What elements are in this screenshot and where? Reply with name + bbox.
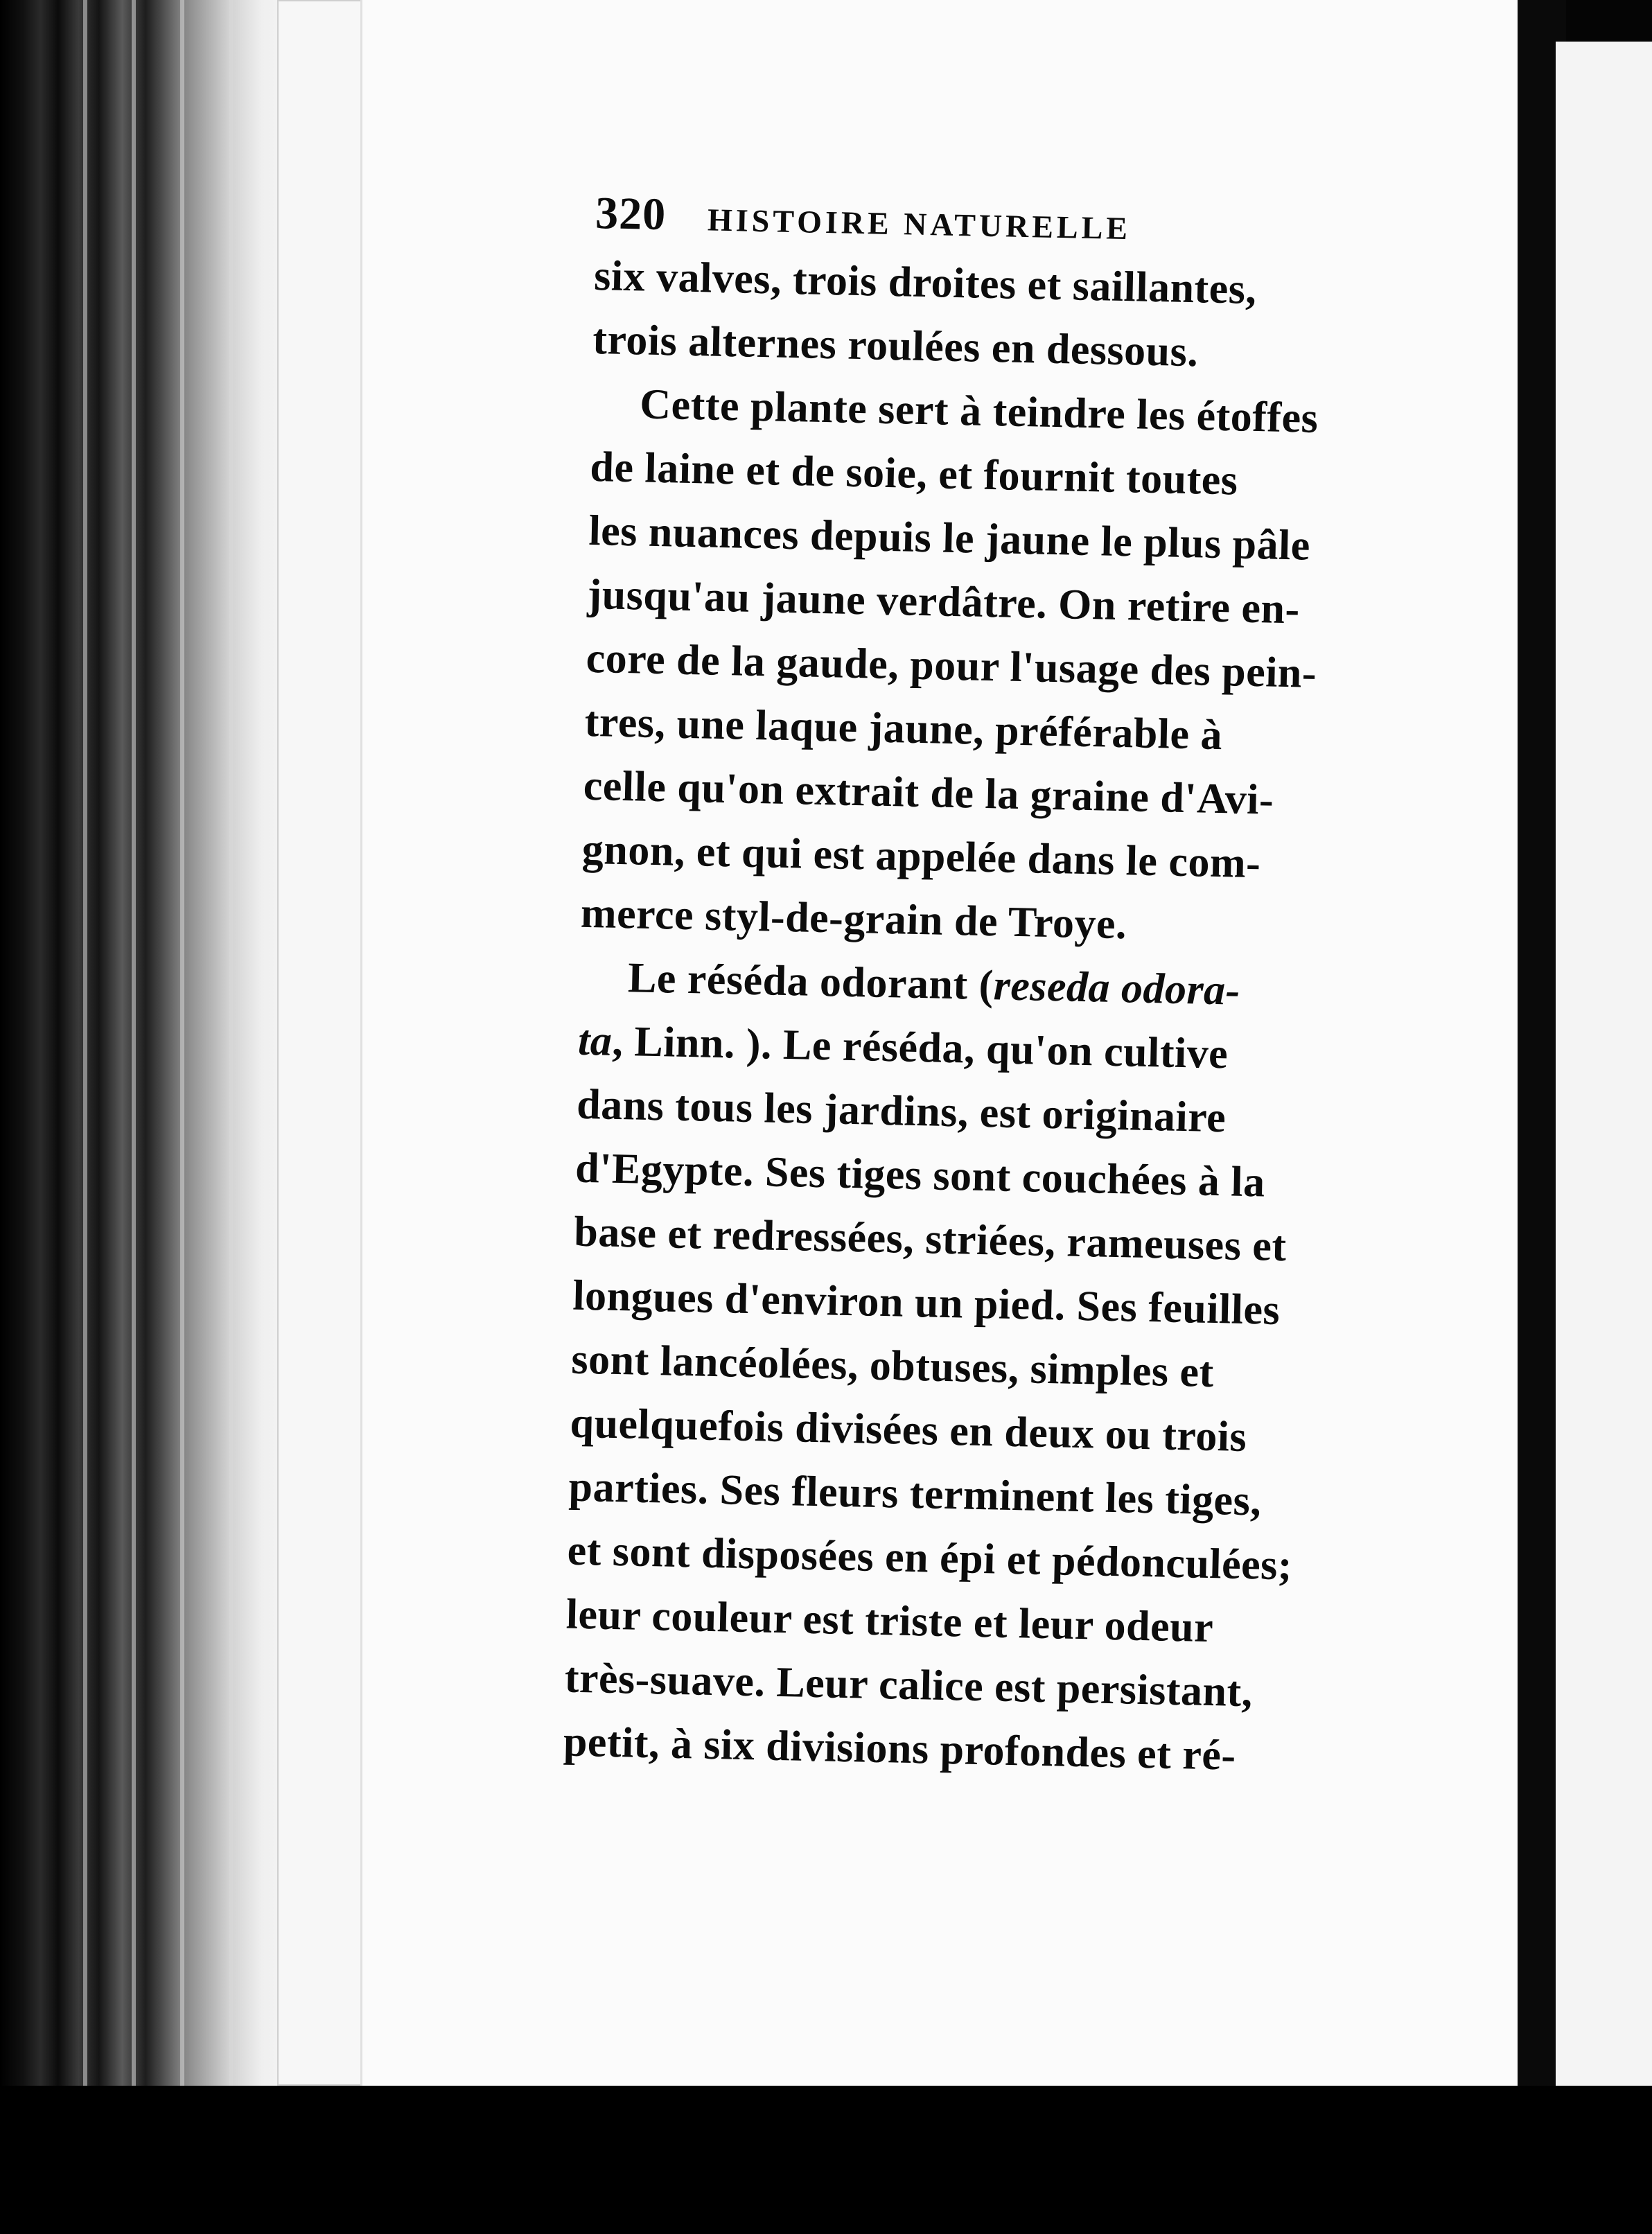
- text-line: merce styl-de-grain de Troye.: [580, 889, 1127, 949]
- running-head-title: HISTOIRE NATURELLE: [707, 202, 1132, 247]
- text-line: ta, Linn. ). Le réséda, qu'on cultive: [577, 1017, 1229, 1078]
- text-line: core de la gaude, pour l'usage des pein-: [586, 634, 1317, 697]
- text-line: base et redressées, striées, rameuses et: [573, 1208, 1288, 1271]
- text-line: quelquefois divisées en deux ou trois: [569, 1399, 1247, 1461]
- text-line: de laine et de soie, et fournit toutes: [589, 443, 1239, 504]
- next-page-edge: [1556, 42, 1652, 2093]
- page-text: [563, 187, 1427, 1791]
- text-line: celle qu'on extrait de la graine d'Avi-: [583, 762, 1274, 824]
- text-line: gnon, et qui est appelée dans le com-: [581, 825, 1261, 888]
- text-line: parties. Ses fleurs terminent les tiges,: [568, 1463, 1262, 1525]
- paragraph-start-line: Cette plante sert à teindre les étoffes: [639, 380, 1319, 442]
- text-line: sont lancéolées, obtuses, simples et: [570, 1335, 1215, 1397]
- page-edge-line: [229, 0, 233, 2234]
- text-line: jusqu'au jaune verdâtre. On retire en-: [586, 570, 1301, 633]
- text-line: et sont disposées en épi et pédonculées;: [567, 1527, 1293, 1590]
- text-line: les nuances depuis le jaune le plus pâle: [588, 507, 1311, 570]
- paragraph-start-line: Le réséda odorant (reseda odora-: [627, 954, 1241, 1014]
- text-line: dans tous les jardins, est originaire: [576, 1080, 1227, 1142]
- page-edge-line: [132, 0, 136, 2234]
- page-edge-line: [180, 0, 184, 2234]
- text-line: leur couleur est triste et leur odeur: [565, 1590, 1214, 1652]
- text-line: tres, une laque jaune, préférable à: [584, 698, 1223, 759]
- text-line: très-suave. Leur calice est persistant,: [564, 1654, 1254, 1716]
- page-edge-line: [83, 0, 87, 2234]
- page-number: 320: [595, 187, 667, 240]
- book-binding-edge: [0, 0, 291, 2234]
- bottom-shadow: [0, 2086, 1652, 2234]
- text-line: petit, à six divisions profondes et ré-: [563, 1718, 1237, 1779]
- text-line: longues d'environ un pied. Ses feuilles: [572, 1272, 1281, 1335]
- text-line: six valves, trois droites et saillantes,: [593, 252, 1258, 313]
- text-line: d'Egypte. Ses tiges sont couchées à la: [574, 1144, 1266, 1206]
- text-line: trois alternes roulées en dessous.: [592, 315, 1199, 376]
